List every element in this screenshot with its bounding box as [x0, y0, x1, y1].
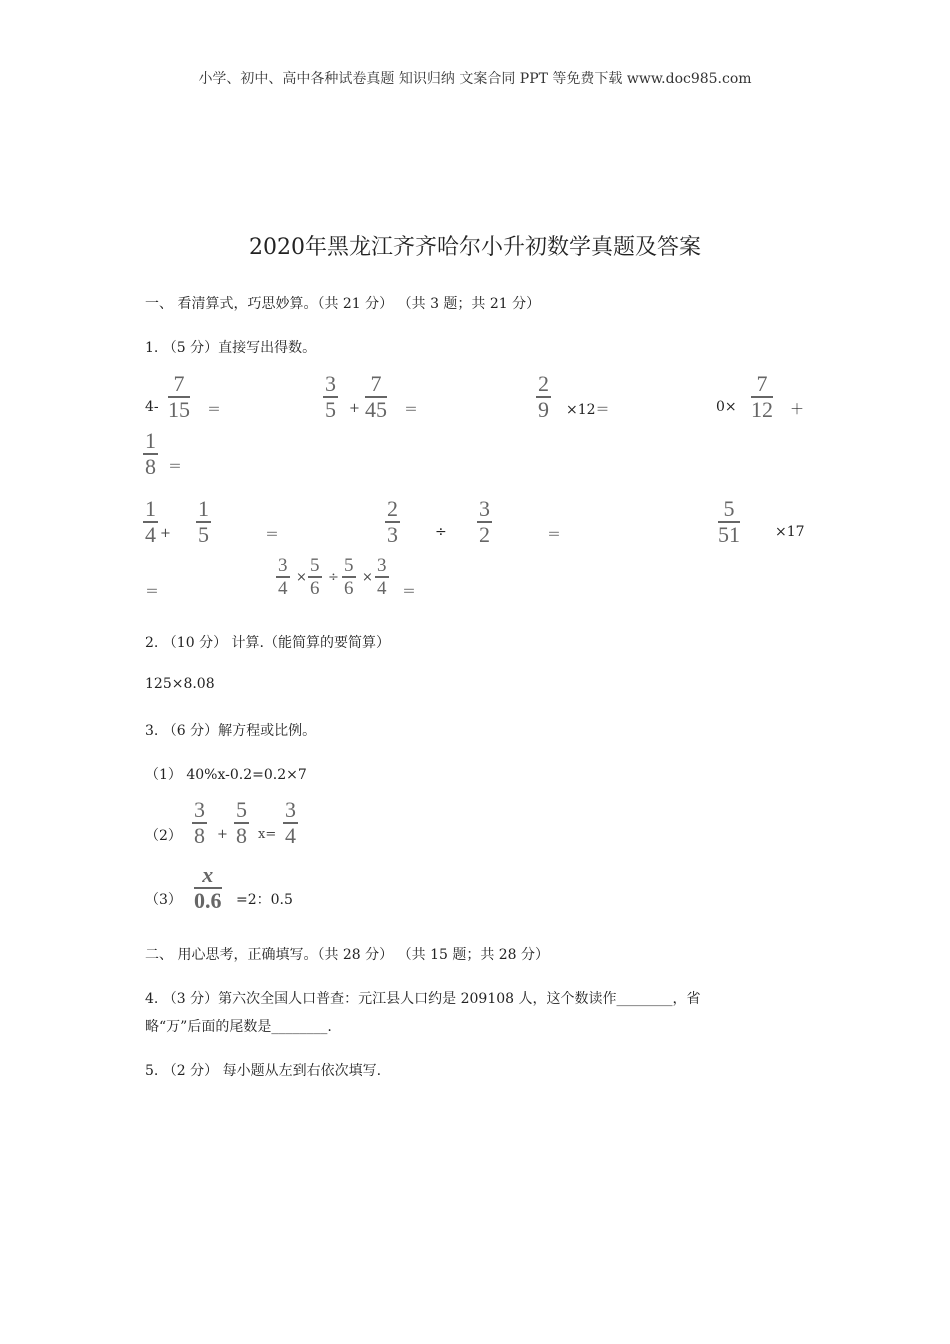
- section-1-heading: 一、 看清算式，巧思妙算。（共 21 分） （共 3 题；共 21 分）: [145, 296, 541, 312]
- q1-e8-divide: ÷: [328, 570, 339, 585]
- q1-e2-equals: ＝: [404, 402, 418, 418]
- q1-e7-suffix: ×17: [775, 524, 805, 540]
- q1-e4-fraction-2: 1 8: [145, 428, 156, 479]
- q2-expression: 125×8.08: [145, 676, 215, 692]
- q2-stem: 2. （10 分） 计算.（能简算的要简算）: [145, 635, 390, 651]
- q1-e6-fraction-2: 3 2: [479, 496, 490, 547]
- q1-e7-equals: ＝: [145, 584, 159, 600]
- q3-stem: 3. （6 分）解方程或比例。: [145, 723, 317, 739]
- q1-e8-fraction-4: 3 4: [377, 555, 387, 599]
- section-2-heading: 二、 用心思考，正确填写。（共 28 分） （共 15 题；共 28 分）: [145, 947, 550, 963]
- q1-e6-fraction-1: 2 3: [387, 496, 398, 547]
- q3-part-2-fraction-3: 3 4: [285, 797, 296, 848]
- q3-part-3-label: （3）: [145, 892, 182, 908]
- q1-e8-fraction-2: 5 6: [310, 555, 320, 599]
- q1-e2-plus: +: [349, 401, 360, 416]
- q1-e1-fraction: 7 15: [168, 371, 190, 422]
- q4-line-1: 4. （3 分）第六次全国人口普查：元江县人口约是 209108 人，这个数读作________，省: [145, 991, 701, 1007]
- q1-e8-fraction-3: 5 6: [344, 555, 354, 599]
- page-title: 2020年黑龙江齐齐哈尔小升初数学真题及答案: [249, 235, 701, 260]
- q3-part-2-fraction-1: 3 8: [194, 797, 205, 848]
- q1-e4-plus: ＋: [790, 402, 804, 418]
- q1-e4-equals: ＝: [168, 459, 182, 475]
- q1-e7-fraction: 5 51: [718, 496, 740, 547]
- q1-e1-prefix: 4-: [145, 399, 159, 415]
- q1-stem: 1. （5 分）直接写出得数。: [145, 340, 317, 356]
- q1-e8-times-2: ×: [362, 570, 373, 585]
- q3-part-1: （1） 40%x-0.2=0.2×7: [145, 767, 307, 783]
- q5-stem: 5. （2 分） 每小题从左到右依次填写.: [145, 1063, 382, 1079]
- q1-e8-fraction-1: 3 4: [278, 555, 288, 599]
- q1-e8-equals: ＝: [402, 584, 416, 600]
- q1-e6-equals: ＝: [547, 527, 561, 543]
- q1-e8-times-1: ×: [296, 570, 307, 585]
- q3-part-2-x-equals: x=: [258, 827, 277, 842]
- q4-line-2: 略“万”后面的尾数是________.: [145, 1019, 332, 1035]
- q1-e5-fraction-2: 1 5: [198, 496, 209, 547]
- q3-part-3-fraction: x 0.6: [194, 862, 222, 913]
- site-header: 小学、初中、高中各种试卷真题 知识归纳 文案合同 PPT 等免费下载 www.doc985.com: [198, 71, 752, 87]
- q1-e5-plus: +: [160, 526, 171, 541]
- q3-part-2-label: （2）: [145, 828, 182, 844]
- q1-e2-fraction-2: 7 45: [365, 371, 387, 422]
- q1-e6-divide: ÷: [435, 524, 447, 540]
- q1-e3-suffix: ×12＝: [566, 402, 610, 418]
- q1-e4-fraction-1: 7 12: [751, 371, 773, 422]
- q3-part-3-ratio: =2：0.5: [236, 892, 293, 908]
- q1-e5-fraction-1: 1 4: [145, 496, 156, 547]
- q1-e5-equals: ＝: [265, 527, 279, 543]
- q1-e4-prefix: 0×: [716, 399, 737, 415]
- q1-e2-fraction-1: 3 5: [325, 371, 336, 422]
- q1-e1-equals: ＝: [207, 402, 221, 418]
- q3-part-2-fraction-2: 5 8: [236, 797, 247, 848]
- q3-part-2-plus: +: [217, 827, 228, 842]
- q1-e3-fraction: 2 9: [538, 371, 549, 422]
